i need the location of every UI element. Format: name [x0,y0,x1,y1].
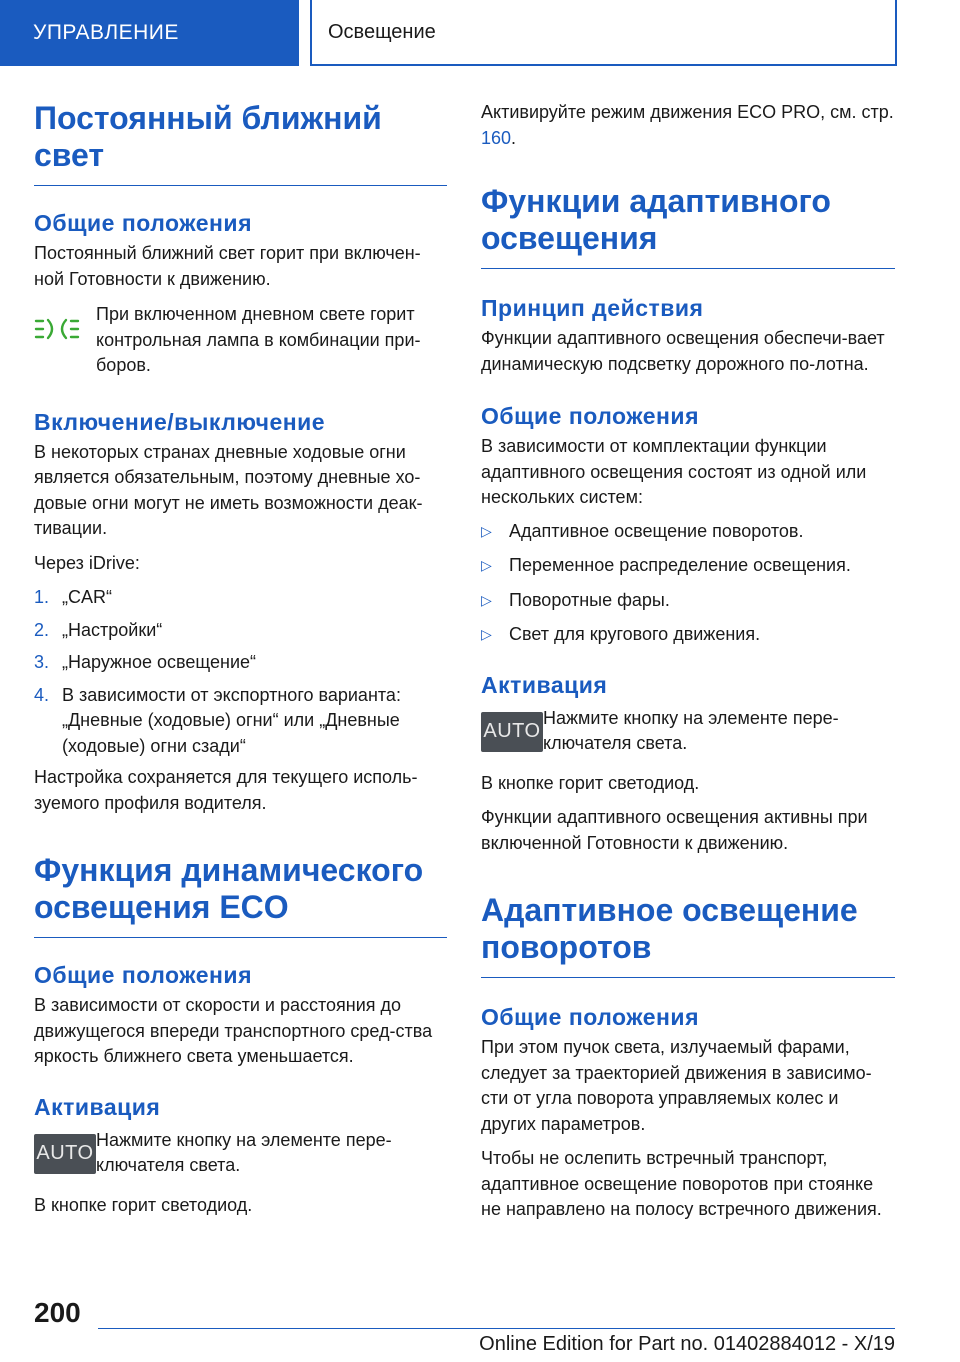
footer-edition: Online Edition for Part no. 01402884012 - X/19 [479,1333,895,1355]
activation-text: Нажмите кнопку на элементе пере-ключателя света. [96,1129,392,1175]
heading-adaptive-functions: Функции адаптивного освещения [481,183,895,269]
daytime-running-light-icon [34,302,96,347]
paragraph: Функции адаптивного освещения обеспечи-вает динамическую подсветку дорожного по-лотна. [481,328,885,374]
heading-general: Общие положения [481,1004,699,1030]
heading-activation: Активация [34,1093,161,1120]
triangle-bullet-icon: ▷ [481,557,492,573]
right-column [481,100,895,1223]
bullet-list [481,519,895,648]
list-item: ▷ Адаптивное освещение поворотов. [481,519,895,545]
footer-divider [98,1328,895,1329]
triangle-bullet-icon: ▷ [481,591,492,608]
activation-note [481,706,895,757]
paragraph: В зависимости от комплектации функции адаптивного освещения состоят из одной или нескольких систем: [481,436,867,507]
heading-on-off: Включение/выключение [34,408,326,435]
paragraph: Функции адаптивного освещения активны при включенной Готовности к движению. [481,807,868,853]
list-item: 3. „Наружное освещение“ [34,652,257,672]
paragraph: Постоянный ближний свет горит при включен-ной Готовности к движению. [34,243,421,289]
paragraph: При этом пучок света, излучаемый фарами, следует за траекторией движения в зависимо-сти от угла поворота управляемых колес и других параметров. [481,1037,872,1134]
activation-note [34,1128,447,1179]
drl-indicator-note [34,302,447,379]
heading-general: Общие положения [34,962,252,988]
auto-button-icon: AUTO [481,712,543,752]
section-title: УПРАВЛЕНИЕ [33,21,179,44]
heading-permanent-low-beam: Постоянный ближний свет [34,100,447,186]
list-item: 1. „CAR“ [34,587,112,607]
paragraph: Чтобы не ослепить встречный транспорт, адаптивное освещение поворотов при стоянке не направлено на полосу встречного движения. [481,1148,882,1219]
heading-activation: Активация [481,671,608,698]
paragraph: В некоторых странах дневные ходовые огни является обязательным, поэтому дневные хо-довые огни могут не иметь возможности деак-тивации. [34,441,423,538]
heading-adaptive-cornering: Адаптивное освещение поворотов [481,892,895,978]
activation-text: Нажмите кнопку на элементе пере-ключателя света. [543,707,839,753]
list-item: ▷ Поворотные фары. [481,588,895,614]
page-topic: Освещение [328,20,436,43]
paragraph-eco-pro: Активируйте режим движения ECO PRO, см. стр. 160. [481,102,894,148]
paragraph: Настройка сохраняется для текущего исполь-зуемого профиля водителя. [34,767,418,813]
page-link[interactable]: 160 [481,127,512,148]
left-column [34,100,447,1218]
heading-principle: Принцип действия [481,295,704,321]
page-number: 200 [34,1297,81,1328]
paragraph: В кнопке горит светодиод. [34,1194,253,1215]
heading-eco-lighting: Функция динамического освещения ECO [34,852,447,938]
list-item: 4. В зависимости от экспортного варианта: „Дневные (ходовые) огни“ или „Дневные (ходовые) огни сзади“ [34,684,401,756]
triangle-bullet-icon: ▷ [481,626,492,642]
triangle-bullet-icon: ▷ [481,522,492,539]
drl-note-text: При включенном дневном свете горит контрольная лампа в комбинации при-боров. [96,304,421,375]
section-tab [0,0,299,66]
list-item: ▷ Переменное распределение освещения. [481,553,895,579]
paragraph: В зависимости от скорости и расстояния до движущегося впереди транспортного сред-ства яркость ближнего света уменьшается. [34,995,433,1066]
steps-list [34,585,447,759]
heading-general: Общие положения [481,403,699,429]
paragraph: В кнопке горит светодиод. [481,772,700,793]
page-tab [310,0,897,66]
list-item: 2. „Настройки“ [34,619,163,640]
auto-button-icon: AUTO [34,1134,96,1174]
list-item: ▷ Свет для кругового движения. [481,622,895,648]
heading-general: Общие положения [34,210,252,236]
paragraph-idrive: Через iDrive: [34,552,140,573]
